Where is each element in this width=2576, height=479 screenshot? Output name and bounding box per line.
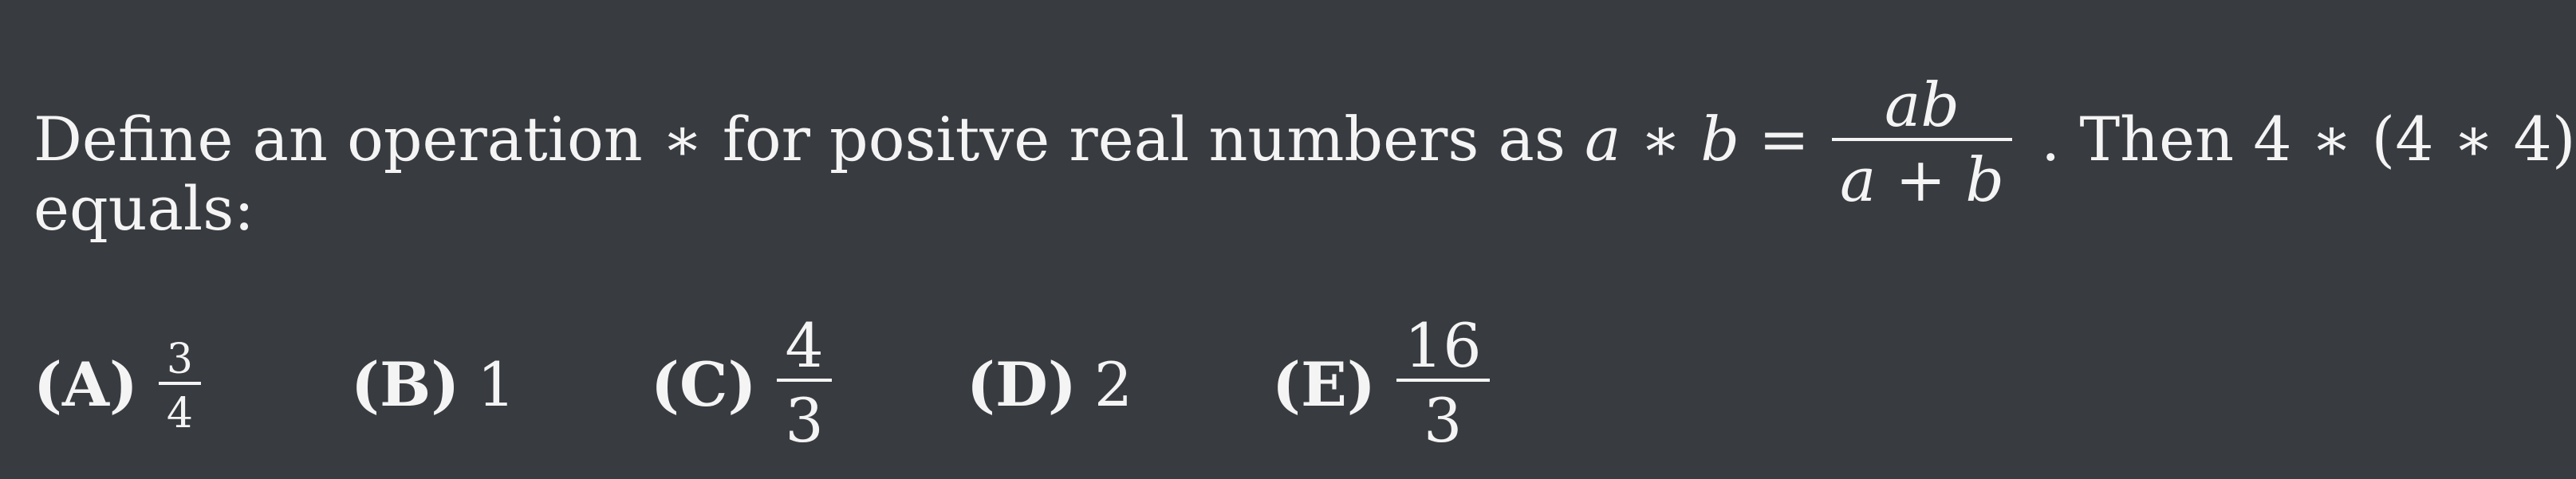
- choice-e-fraction: [1396, 309, 1490, 456]
- answer-choices: [33, 305, 1788, 465]
- choice-b-label: (B): [351, 349, 460, 420]
- choice-e[interactable]: [1272, 305, 1493, 465]
- choice-c-fraction: [777, 309, 831, 456]
- lhs-a: a: [1585, 104, 1621, 175]
- choice-d-value: 2: [1093, 349, 1133, 420]
- operator-symbol: ∗: [661, 104, 703, 175]
- choice-b-value: 1: [477, 349, 516, 420]
- question-then: . Then: [2041, 104, 2235, 175]
- choice-b[interactable]: [351, 305, 516, 465]
- choice-a-denominator: 4: [166, 390, 193, 438]
- choice-e-label: (E): [1272, 349, 1376, 420]
- lhs-b: b: [1700, 104, 1739, 175]
- question-prefix: Define an operation: [33, 104, 643, 175]
- expression: 4 ∗ (4 ∗ 4): [2253, 104, 2576, 175]
- question-line-2: equals:: [33, 173, 254, 244]
- choice-a-numerator: 3: [159, 337, 201, 385]
- choice-a-fraction: [159, 337, 201, 436]
- choice-c-denominator: 3: [785, 385, 824, 456]
- choice-e-numerator: 16: [1396, 313, 1490, 382]
- lhs-operator: ∗: [1640, 104, 1682, 175]
- choice-d-label: (D): [967, 349, 1077, 420]
- choice-c-numerator: 4: [777, 313, 831, 382]
- choice-e-denominator: 3: [1424, 385, 1463, 456]
- definition-numerator: ab: [1832, 73, 2012, 141]
- choice-a[interactable]: [33, 305, 204, 465]
- choice-a-label: (A): [33, 349, 138, 420]
- question-mid-text: for positve real numbers as: [722, 104, 1566, 175]
- definition-fraction: [1832, 69, 2012, 216]
- question-line-1: [33, 69, 2576, 216]
- definition-denominator: a + b: [1840, 144, 2004, 216]
- choice-c[interactable]: [651, 305, 835, 465]
- equals-sign: =: [1759, 104, 1810, 175]
- choice-c-label: (C): [651, 349, 757, 420]
- choice-d[interactable]: [967, 305, 1132, 465]
